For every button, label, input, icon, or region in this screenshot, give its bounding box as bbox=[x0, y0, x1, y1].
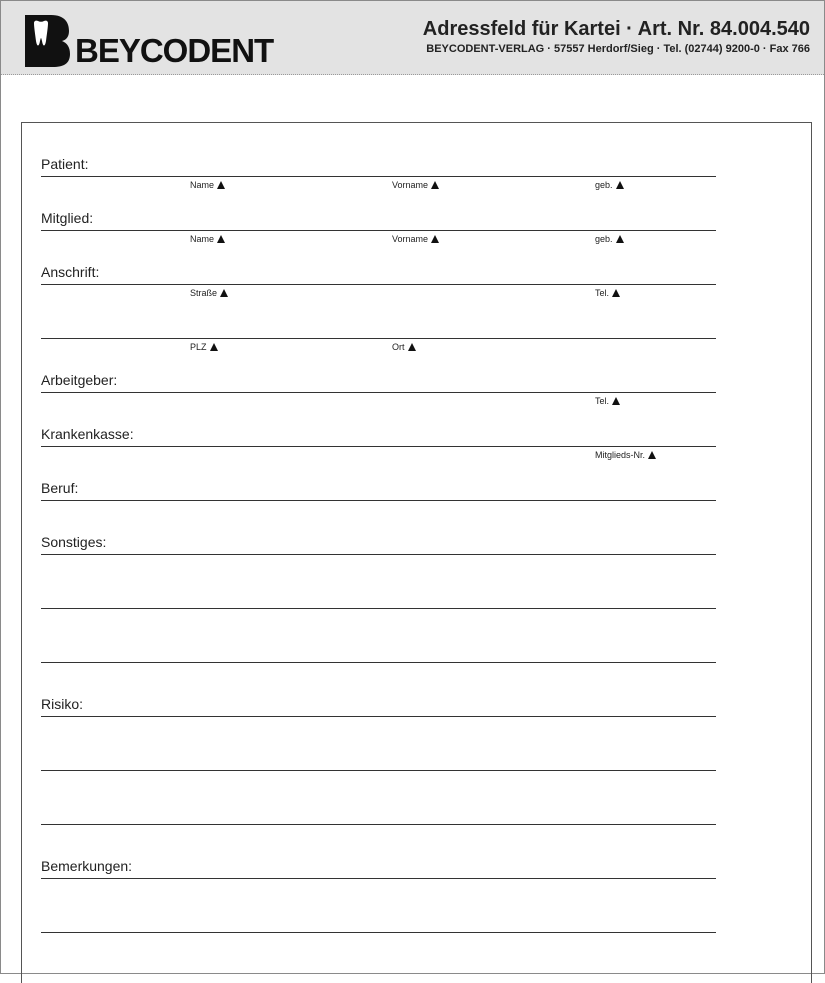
sonstiges-line[interactable] bbox=[41, 554, 716, 555]
risiko-line[interactable] bbox=[41, 824, 716, 825]
sonstiges-label: Sonstiges: bbox=[41, 534, 107, 550]
beruf-label: Beruf: bbox=[41, 480, 79, 496]
up-triangle-icon bbox=[431, 235, 439, 243]
risiko-label: Risiko: bbox=[41, 696, 84, 712]
plz-ort-line[interactable] bbox=[41, 338, 716, 339]
risiko-line[interactable] bbox=[41, 770, 716, 771]
mitglied-vorname-hint: Vorname bbox=[392, 235, 439, 244]
up-triangle-icon bbox=[431, 181, 439, 189]
address-form bbox=[21, 122, 812, 983]
page-title: Adressfeld für Kartei · Art. Nr. 84.004.540 bbox=[422, 18, 810, 40]
anschrift-label: Anschrift: bbox=[41, 264, 100, 280]
patient-name-hint: Name bbox=[190, 181, 225, 190]
arbeitgeber-line[interactable] bbox=[41, 392, 716, 393]
up-triangle-icon bbox=[612, 289, 620, 297]
risiko-line[interactable] bbox=[41, 716, 716, 717]
plz-hint: PLZ bbox=[190, 343, 218, 352]
patient-vorname-hint: Vorname bbox=[392, 181, 439, 190]
up-triangle-icon bbox=[217, 235, 225, 243]
up-triangle-icon bbox=[612, 397, 620, 405]
up-triangle-icon bbox=[217, 181, 225, 189]
mitglied-geb-hint: geb. bbox=[595, 235, 624, 244]
bemerkungen-label: Bemerkungen: bbox=[41, 858, 133, 874]
anschrift-tel-hint: Tel. bbox=[595, 289, 620, 298]
patient-line[interactable] bbox=[41, 176, 716, 177]
up-triangle-icon bbox=[616, 181, 624, 189]
arbeitgeber-tel-hint: Tel. bbox=[595, 397, 620, 406]
sonstiges-line[interactable] bbox=[41, 662, 716, 663]
krankenkasse-line[interactable] bbox=[41, 446, 716, 447]
sonstiges-line[interactable] bbox=[41, 608, 716, 609]
header-bar bbox=[1, 1, 824, 75]
patient-geb-hint: geb. bbox=[595, 181, 624, 190]
mitglied-name-hint: Name bbox=[190, 235, 225, 244]
mitglied-line[interactable] bbox=[41, 230, 716, 231]
up-triangle-icon bbox=[648, 451, 656, 459]
up-triangle-icon bbox=[210, 343, 218, 351]
patient-label: Patient: bbox=[41, 156, 89, 172]
brand-name: BEYCODENT bbox=[75, 32, 274, 69]
mitglied-label: Mitglied: bbox=[41, 210, 94, 226]
arbeitgeber-label: Arbeitgeber: bbox=[41, 372, 118, 388]
beruf-line[interactable] bbox=[41, 500, 716, 501]
up-triangle-icon bbox=[220, 289, 228, 297]
up-triangle-icon bbox=[408, 343, 416, 351]
mitglieds-nr-hint: Mitglieds-Nr. bbox=[595, 451, 656, 460]
krankenkasse-label: Krankenkasse: bbox=[41, 426, 134, 442]
up-triangle-icon bbox=[616, 235, 624, 243]
bemerkungen-line[interactable] bbox=[41, 878, 716, 879]
publisher-info: BEYCODENT-VERLAG · 57557 Herdorf/Sieg · Tel. (02744) 9200-0 · Fax 766 bbox=[426, 43, 810, 55]
anschrift-line[interactable] bbox=[41, 284, 716, 285]
bemerkungen-line[interactable] bbox=[41, 932, 716, 933]
tooth-logo-icon bbox=[21, 11, 71, 69]
ort-hint: Ort bbox=[392, 343, 416, 352]
strasse-hint: Straße bbox=[190, 289, 228, 298]
